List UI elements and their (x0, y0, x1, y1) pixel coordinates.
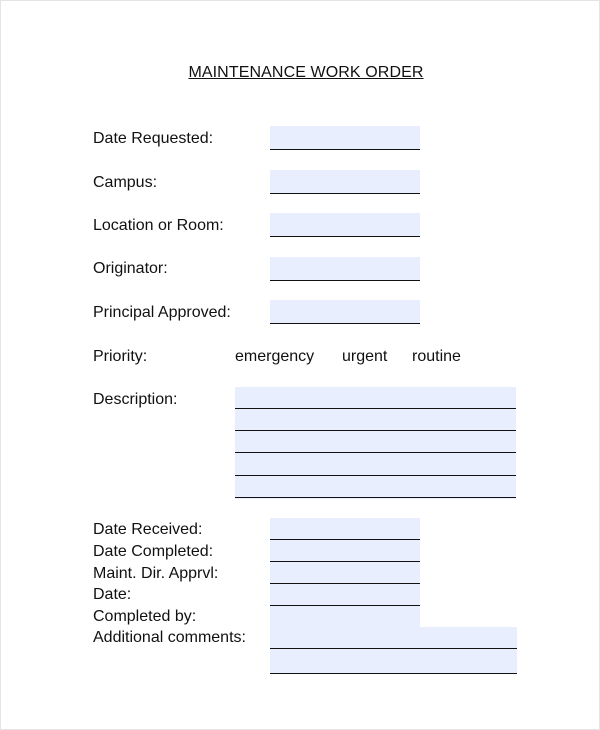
date-completed-label: Date Completed: (93, 543, 214, 560)
priority-option-emergency[interactable]: emergency (235, 348, 315, 365)
date-received-field[interactable] (270, 518, 420, 540)
description-rule (235, 475, 516, 476)
priority-label: Priority: (93, 348, 148, 365)
comments-rule (270, 648, 517, 649)
additional-comments-label: Additional comments: (93, 629, 246, 646)
priority-option-routine[interactable]: routine (412, 348, 461, 365)
completed-by-field[interactable] (270, 606, 420, 628)
campus-label: Campus: (93, 174, 158, 191)
date-requested-label: Date Requested: (93, 130, 214, 147)
description-rule (235, 430, 516, 431)
description-field[interactable] (235, 387, 516, 499)
maint-dir-approval-label: Maint. Dir. Apprvl: (93, 565, 219, 582)
comments-rule (270, 673, 517, 674)
date-label: Date: (93, 586, 132, 603)
date-field[interactable] (270, 584, 420, 606)
description-rule (235, 408, 516, 409)
principal-approved-label: Principal Approved: (93, 304, 231, 321)
date-requested-field[interactable] (270, 126, 420, 150)
date-received-label: Date Received: (93, 521, 203, 538)
date-completed-field[interactable] (270, 540, 420, 562)
description-rule (235, 497, 516, 498)
principal-approved-field[interactable] (270, 300, 420, 324)
description-label: Description: (93, 391, 178, 408)
additional-comments-field[interactable] (270, 627, 517, 674)
completed-by-label: Completed by: (93, 608, 197, 625)
campus-field[interactable] (270, 170, 420, 194)
originator-field[interactable] (270, 257, 420, 281)
maint-dir-approval-field[interactable] (270, 562, 420, 584)
location-label: Location or Room: (93, 217, 224, 234)
priority-option-urgent[interactable]: urgent (342, 348, 388, 365)
description-rule (235, 452, 516, 453)
originator-label: Originator: (93, 260, 168, 277)
location-field[interactable] (270, 213, 420, 237)
page-title: MAINTENANCE WORK ORDER (188, 64, 424, 81)
